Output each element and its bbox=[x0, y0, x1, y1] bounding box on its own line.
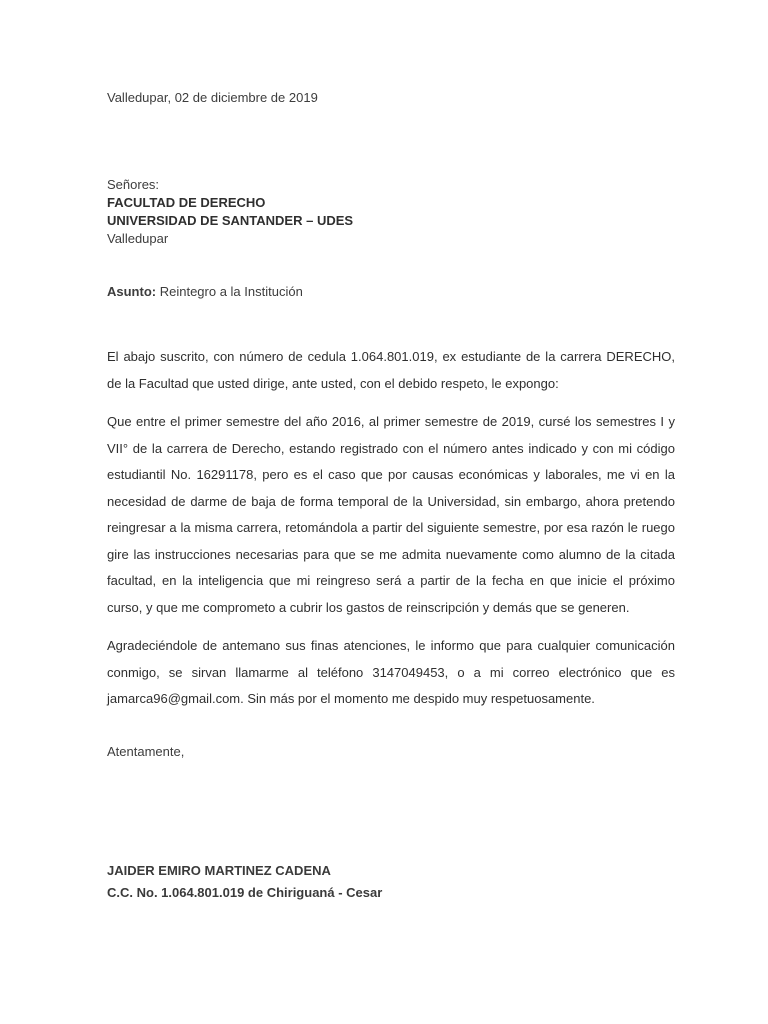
recipient-faculty: FACULTAD DE DERECHO bbox=[107, 195, 266, 210]
recipient-university: UNIVERSIDAD DE SANTANDER – UDES bbox=[107, 213, 354, 228]
signature-id: C.C. No. 1.064.801.019 de Chiriguaná - Cesar bbox=[107, 885, 383, 900]
subject-line bbox=[107, 284, 303, 299]
signature-block bbox=[107, 860, 382, 904]
recipient-city: Valledupar bbox=[107, 231, 169, 246]
signature-name: JAIDER EMIRO MARTINEZ CADENA bbox=[107, 863, 331, 878]
recipient-block bbox=[107, 176, 353, 248]
subject-text: Reintegro a la Institución bbox=[156, 284, 303, 299]
paragraph-contact: Agradeciéndole de antemano sus finas atenciones, le informo que para cualquier comunicación conmigo, se sirvan llamarme al teléfono 3147049453, o a mi correo electrónico que es jamarca96@gmail.com. Sin más por el momento me despido muy respetuosamente. bbox=[107, 638, 675, 706]
letter-closing: Atentamente, bbox=[107, 744, 185, 759]
letter-body bbox=[107, 344, 675, 725]
recipient-salutation: Señores: bbox=[107, 177, 160, 192]
subject-label: Asunto: bbox=[107, 284, 157, 299]
letter-date: Valledupar, 02 de diciembre de 2019 bbox=[107, 90, 318, 105]
paragraph-request: Que entre el primer semestre del año 2016, al primer semestre de 2019, cursé los semestres I y VII° de la carrera de Derecho, estando registrado con el número antes indicado y con mi código estudiantil No. 16291178, pero es el caso que por causas económicas y laborales, me vi en la necesidad de darme de baja de forma temporal de la Universidad, sin embargo, ahora pretendo reingresar a la misma carrera, retomándola a partir del siguiente semestre, por esa razón le ruego gire las instrucciones necesarias para que se me admita nuevamente como alumno de la citada facultad, en la inteligencia que mi reingreso será a partir de la fecha en que inicie el próximo curso, y que me comprometo a cubrir los gastos de reinscripción y demás que se generen. bbox=[107, 414, 675, 615]
paragraph-intro: El abajo suscrito, con número de cedula 1.064.801.019, ex estudiante de la carrera DERECHO, de la Facultad que usted dirige, ante usted, con el debido respeto, le expongo: bbox=[107, 349, 675, 391]
